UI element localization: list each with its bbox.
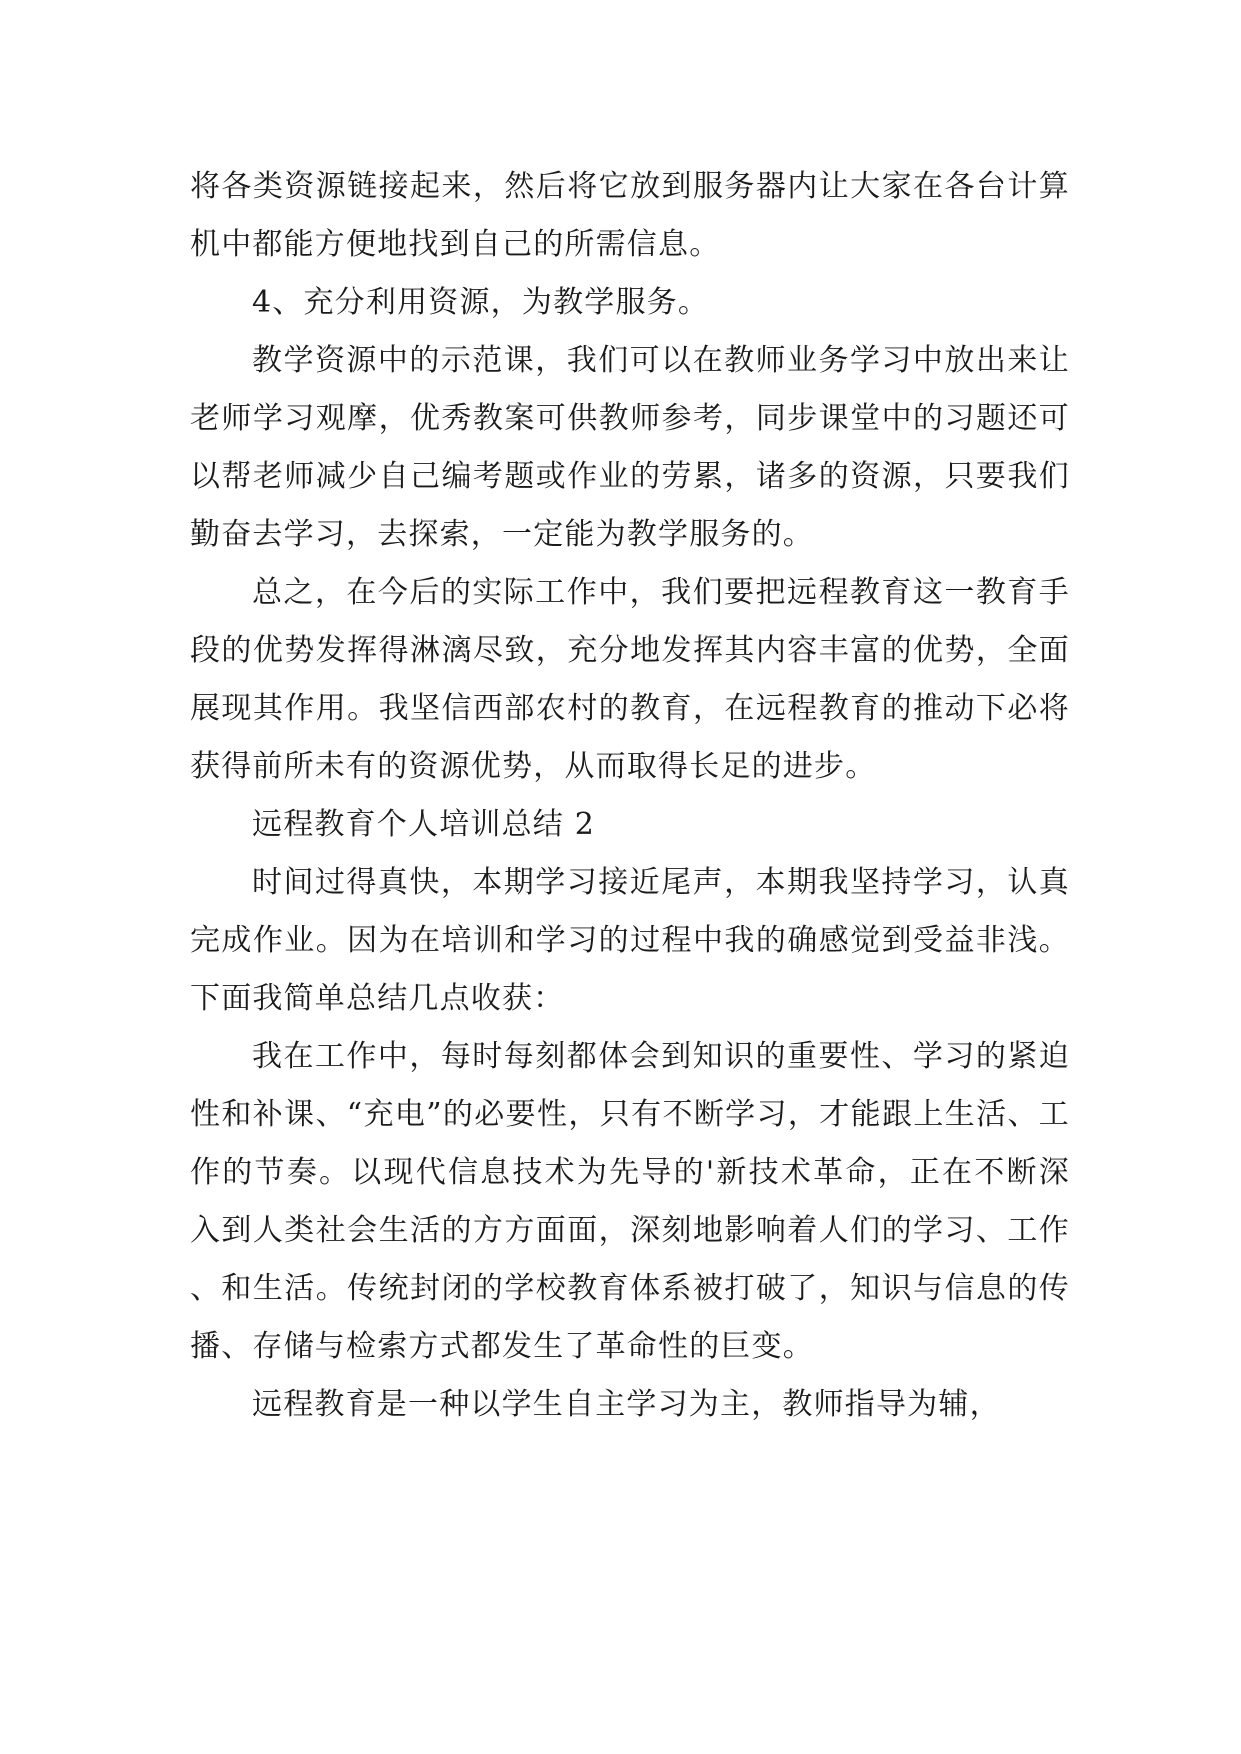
paragraph: 教学资源中的示范课，我们可以在教师业务学习中放出来让老师学习观摩，优秀教案可供教师参考，同步课堂中的习题还可以帮老师减少自己编考题或作业的劳累，诸多的资源，只要我们勤奋去学习，去探索，一定能为教学服务的。 bbox=[190, 343, 1070, 552]
paragraph: 远程教育是一种以学生自主学习为主，教师指导为辅， bbox=[252, 1387, 1001, 1422]
list-heading: 4、充分利用资源，为教学服务。 bbox=[252, 285, 710, 320]
paragraph: 总之，在今后的实际工作中，我们要把远程教育这一教育手段的优势发挥得淋漓尽致，充分地发挥其内容丰富的优势，全面展现其作用。我坚信西部农村的教育，在远程教育的推动下必将获得前所未有的资源优势，从而取得长足的进步。 bbox=[190, 575, 1070, 784]
paragraph: 将各类资源链接起来，然后将它放到服务器内让大家在各台计算机中都能方便地找到自己的所需信息。 bbox=[190, 169, 1070, 262]
paragraph: 时间过得真快，本期学习接近尾声，本期我坚持学习，认真完成作业。因为在培训和学习的过程中我的确感觉到受益非浅。下面我简单总结几点收获： bbox=[190, 865, 1070, 1016]
section-title: 远程教育个人培训总结 2 bbox=[252, 807, 596, 842]
document-body bbox=[190, 158, 1070, 1434]
paragraph: 我在工作中，每时每刻都体会到知识的重要性、学习的紧迫性和补课、“充电”的必要性，只有不断学习，才能跟上生活、工作的节奏。以现代信息技术为先导的'新技术革命，正在不断深入到人类社会生活的方方面面，深刻地影响着人们的学习、工作、和生活。传统封闭的学校教育体系被打破了，知识与信息的传播、存储与检索方式都发生了革命性的巨变。 bbox=[190, 1039, 1070, 1364]
